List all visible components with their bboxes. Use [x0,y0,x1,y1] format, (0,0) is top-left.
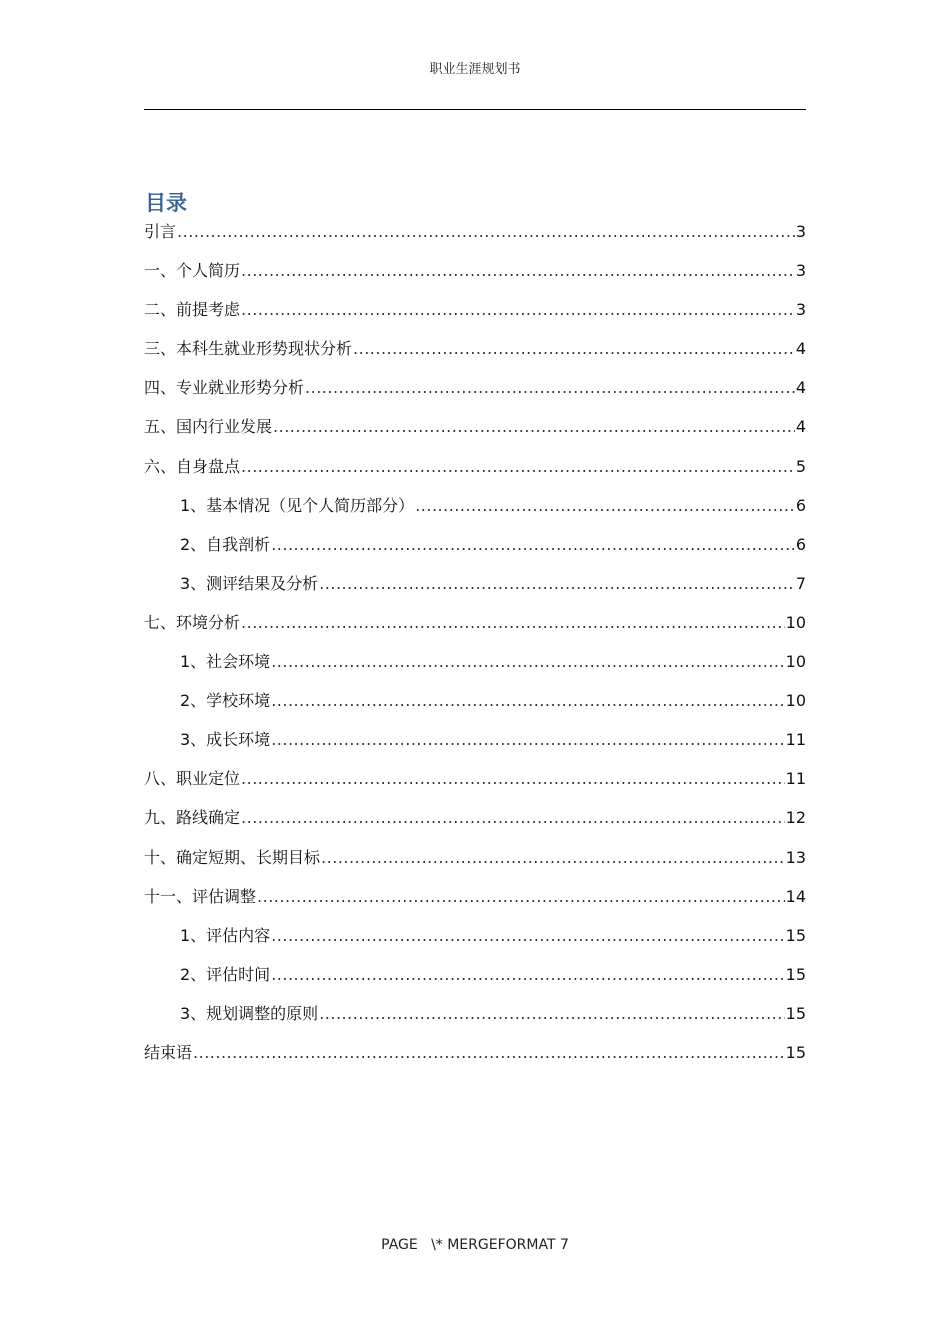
toc-entry-page: 12 [785,808,806,828]
toc-entry-page: 4 [795,378,806,398]
toc-subentry[interactable] [144,573,806,612]
toc-entry[interactable] [144,886,806,925]
toc-entry-label: 三、本科生就业形势现状分析 [144,339,353,359]
toc-entry-page: 6 [795,495,806,515]
toc-entry-page: 15 [785,1003,806,1023]
header-divider [144,109,806,110]
toc-dot-leader [177,221,795,243]
toc-entry-page: 6 [795,534,806,554]
toc-heading: 目录 [145,190,187,215]
toc-entry-label: 二、前提考虑 [144,300,241,320]
toc-entry-label: 四、专业就业形势分析 [144,378,305,398]
toc-entry[interactable] [144,847,806,886]
toc-entry-label: 1、基本情况（见个人简历部分） [180,495,415,515]
toc-entry-page: 4 [795,417,806,437]
toc-subentry[interactable] [144,925,806,964]
toc-entry[interactable] [144,1042,806,1081]
toc-entry-label: 3、成长环境 [180,730,271,750]
toc-entry-label: 八、职业定位 [144,769,241,789]
toc-dot-leader [319,573,795,595]
toc-subentry[interactable] [144,690,806,729]
toc-entry-label: 九、路线确定 [144,808,241,828]
toc-entry-label: 2、学校环境 [180,691,271,711]
toc-dot-leader [241,768,785,790]
toc-entry-page: 10 [785,652,806,672]
page-footer: PAGE \* MERGEFORMAT 7 [381,1237,569,1253]
toc-dot-leader [305,377,795,399]
toc-dot-leader [193,1042,785,1064]
toc-entry-page: 7 [795,573,806,593]
toc-entry-label: 六、自身盘点 [144,456,241,476]
toc-dot-leader [271,534,795,556]
toc-entry-page: 14 [785,886,806,906]
toc-entry-page: 13 [785,847,806,867]
toc-entry-label: 1、社会环境 [180,652,271,672]
toc-entry-page: 3 [795,300,806,320]
toc-subentry[interactable] [144,1003,806,1042]
toc-dot-leader [271,651,784,673]
table-of-contents [144,221,806,1081]
toc-dot-leader [241,456,795,478]
toc-dot-leader [241,807,785,829]
toc-entry-label: 十一、评估调整 [144,886,257,906]
toc-entry-label: 3、规划调整的原则 [180,1003,319,1023]
toc-entry[interactable] [144,456,806,495]
toc-entry-page: 5 [795,456,806,476]
toc-dot-leader [415,495,795,517]
toc-entry-label: 七、环境分析 [144,612,241,632]
toc-dot-leader [271,964,784,986]
toc-entry-label: 一、个人简历 [144,261,241,281]
toc-dot-leader [241,260,795,282]
toc-entry[interactable] [144,221,806,260]
toc-dot-leader [271,729,784,751]
toc-entry-label: 引言 [144,222,177,241]
toc-dot-leader [273,416,795,438]
toc-entry[interactable] [144,299,806,338]
toc-entry-page: 15 [785,964,806,984]
toc-entry[interactable] [144,612,806,651]
toc-entry-page: 15 [785,925,806,945]
toc-entry-label: 2、自我剖析 [180,534,271,554]
toc-entry-page: 11 [785,730,806,750]
toc-subentry[interactable] [144,534,806,573]
toc-entry-label: 1、评估内容 [180,925,271,945]
toc-dot-leader [353,338,795,360]
toc-entry-page: 11 [785,769,806,789]
toc-entry-page: 3 [795,222,806,241]
toc-subentry[interactable] [144,729,806,768]
toc-entry-label: 2、评估时间 [180,964,271,984]
toc-entry-page: 4 [795,339,806,359]
page-header-title: 职业生涯规划书 [429,62,521,77]
toc-entry-page: 15 [785,1042,806,1062]
toc-dot-leader [319,1003,784,1025]
toc-entry[interactable] [144,807,806,846]
toc-entry[interactable] [144,768,806,807]
toc-dot-leader [271,925,784,947]
toc-entry-page: 10 [785,691,806,711]
toc-entry[interactable] [144,416,806,455]
toc-dot-leader [241,299,795,321]
toc-entry[interactable] [144,260,806,299]
toc-entry-label: 十、确定短期、长期目标 [144,847,321,867]
toc-entry-label: 结束语 [144,1042,193,1062]
toc-entry-page: 3 [795,261,806,281]
toc-entry-label: 3、测评结果及分析 [180,573,319,593]
toc-entry[interactable] [144,338,806,377]
toc-entry-page: 10 [785,612,806,632]
toc-subentry[interactable] [144,964,806,1003]
toc-subentry[interactable] [144,495,806,534]
toc-dot-leader [321,847,785,869]
toc-entry-label: 五、国内行业发展 [144,417,273,437]
toc-entry[interactable] [144,377,806,416]
toc-dot-leader [241,612,785,634]
toc-dot-leader [257,886,785,908]
toc-dot-leader [271,690,784,712]
toc-subentry[interactable] [144,651,806,690]
